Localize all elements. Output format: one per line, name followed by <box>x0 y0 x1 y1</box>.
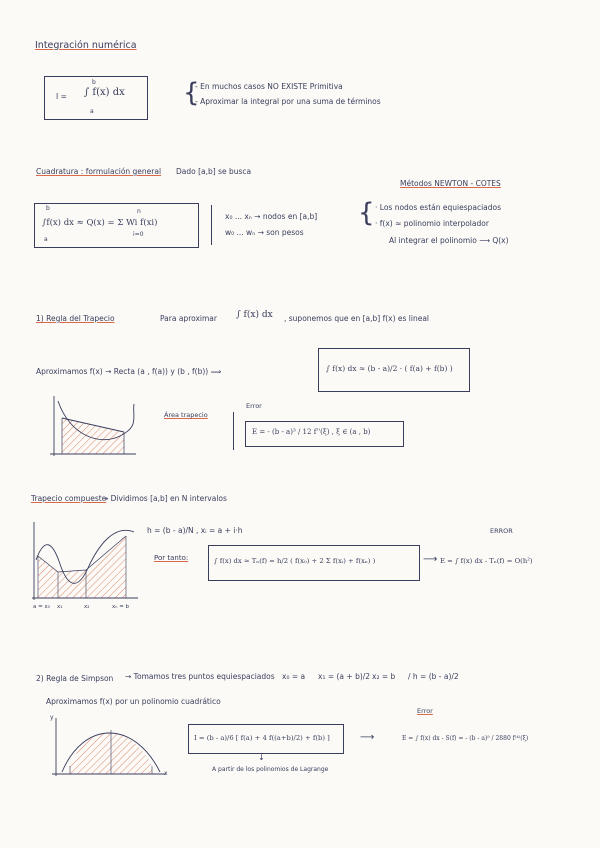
simpson-x0: x₀ = a <box>282 672 306 681</box>
intro-bullet-2: - Aproximar la integral por una suma de términos <box>195 97 381 106</box>
trapecio-error-label: Error <box>246 402 262 410</box>
trapecio-heading: 1) Regla del Trapecio <box>36 314 115 323</box>
simpson-error: E = ∫ f(x) dx - S(f) = - (b - a)⁵ / 2880 f⁽⁴⁾(ξ) <box>402 735 529 742</box>
nodes-definition: x₀ ... xₙ → nodos en [a,b] <box>225 212 318 221</box>
quadrature-formula: ∫f(x) dx ≈ Q(x) = Σ Wi f(xi) <box>42 218 158 228</box>
trapecio-error: E = - (b - a)³ / 12 f''(ξ) , ξ ∈ (a , b) <box>252 428 371 436</box>
simpson-x2: x₂ = b <box>372 672 396 681</box>
simpson-formula: I = (b - a)/6 [ f(a) + 4 f((a+b)/2) + f(b) ] <box>194 734 330 742</box>
simpson-heading: 2) Regla de Simpson <box>36 674 114 683</box>
compuesto-divide: → Dividimos [a,b] en N intervalos <box>102 494 227 503</box>
simpson-tomamos: → Tomamos tres puntos equiespaciados <box>125 672 275 681</box>
newton-cotes-label: Métodos NEWTON - COTES <box>400 179 501 188</box>
compuesto-graph <box>30 520 142 608</box>
cuadratura-note-2: · f(x) ≈ polinomio interpolador <box>375 219 489 228</box>
simpson-arrow: ⟶ <box>360 732 375 743</box>
cuadratura-brace: { <box>358 198 375 228</box>
intro-limit-bottom: a <box>90 108 94 115</box>
area-trapecio-label: Área trapecio <box>164 411 208 419</box>
simpson-x1: x₁ = (a + b)/2 <box>318 672 371 681</box>
trapecio-error-bar <box>233 412 234 450</box>
intro-bullet-1: - En muchos casos NO EXISTE Primitiva <box>195 82 343 91</box>
axis-label-x1: x₁ <box>57 604 63 610</box>
intro-integral: ∫ f(x) dx <box>84 87 125 98</box>
trapecio-para: Para aproximar <box>160 314 217 323</box>
compuesto-h-def: h = (b - a)/N , xᵢ = a + i·h <box>147 526 243 535</box>
simpson-h: / h = (b - a)/2 <box>408 672 459 681</box>
cuadratura-heading: Cuadratura : formulación general <box>36 167 162 176</box>
cuadratura-note-3: Al integrar el polinomio ⟶ Q(x) <box>389 236 509 245</box>
simpson-error-label: Error <box>417 707 433 715</box>
axis-label-x2: x₂ <box>84 604 90 610</box>
compuesto-error-label: ERROR <box>490 527 513 535</box>
lagrange-note: A partir de los polinomios de Lagrange <box>212 766 329 773</box>
compuesto-formula: ∫ f(x) dx ≈ Tₙ(f) = h/2 ( f(x₀) + 2 Σ f(xᵢ) + f(xₙ) ) <box>214 557 376 565</box>
compuesto-heading: Trapecio compuesto <box>31 494 107 503</box>
trapecio-result: ∫ f(x) dx ≈ (b - a)/2 · ( f(a) + f(b) ) <box>326 364 453 373</box>
simpson-down-arrow: ↓ <box>258 753 265 762</box>
simpson-graph <box>48 718 174 780</box>
compuesto-error: E = ∫ f(x) dx - Tₙ(f) = O(h²) <box>440 557 533 565</box>
simpson-axis-x-label: x <box>164 770 168 777</box>
trapecio-suponemos: , suponemos que en [a,b] f(x) es lineal <box>284 314 430 323</box>
axis-label-x0: a = x₀ <box>33 604 50 610</box>
simpson-axis-y-label: y <box>50 714 54 721</box>
intro-formula-lhs: I = <box>56 92 67 101</box>
intro-brace: { <box>183 78 200 108</box>
weights-definition: w₀ ... wₙ → son pesos <box>225 228 304 237</box>
quadrature-limit-top: b <box>46 205 50 212</box>
compuesto-arrow: ⟶ <box>423 554 438 565</box>
por-tanto-label: Por tanto: <box>154 554 189 562</box>
simpson-aprox: Aproximamos f(x) por un polinomio cuadrático <box>46 697 221 706</box>
cuadratura-divider <box>211 205 212 245</box>
sum-limit-top: n <box>137 208 141 215</box>
axis-label-xn: xₙ = b <box>112 604 130 610</box>
cuadratura-note-1: · Los nodos están equiespaciados <box>375 203 502 212</box>
quadrature-limit-bottom: a <box>44 236 48 243</box>
cuadratura-domain: Dado [a,b] se busca <box>176 167 252 176</box>
intro-limit-top: b <box>92 79 96 86</box>
trapecio-area <box>62 418 124 454</box>
trapecio-integral: ∫ f(x) dx <box>236 310 273 320</box>
page-title: Integración numérica <box>35 40 137 51</box>
trapecio-graph <box>40 396 140 462</box>
sum-limit-bottom: i=0 <box>133 231 144 238</box>
trapecio-aprox: Aproximamos f(x) → Recta (a , f(a)) y (b , f(b)) ⟹ <box>36 367 222 376</box>
